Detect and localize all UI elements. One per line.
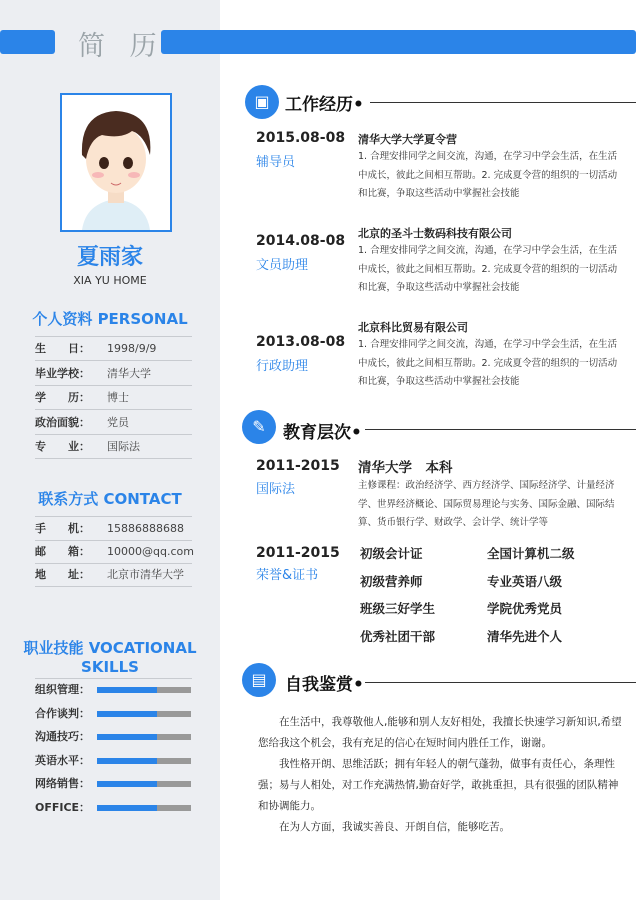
- row-value: 北京市清华大学: [107, 568, 184, 581]
- honors-date: 2011-2015: [256, 545, 340, 561]
- row-label: 毕业学校：: [35, 366, 90, 380]
- education-title: 教育层次•: [283, 423, 362, 443]
- row-value: 党员: [107, 415, 129, 429]
- skill-row: [35, 727, 195, 747]
- document-icon: ▤: [242, 663, 276, 697]
- skill-bar: [97, 781, 191, 787]
- skill-label: 合作谈判：: [35, 706, 90, 720]
- candidate-name: 夏雨家: [76, 245, 143, 270]
- honor-item: 清华先进个人: [487, 628, 563, 644]
- divider: [35, 678, 192, 679]
- skill-label: 英语水平：: [35, 753, 90, 767]
- skill-label: 组织管理：: [35, 683, 90, 696]
- header-bar-right: [161, 30, 636, 54]
- education-date: 2011-2015: [256, 458, 340, 474]
- skill-bar: [97, 805, 191, 811]
- work-date: 2014.08-08: [256, 233, 346, 249]
- work-date: 2013.08-08: [256, 334, 346, 350]
- skill-row: [35, 751, 195, 771]
- row-value: 15886888688: [107, 522, 184, 535]
- skill-row: [35, 798, 195, 818]
- honor-item: 优秀社团干部: [360, 628, 436, 644]
- row-value: 国际法: [107, 440, 140, 453]
- work-description: 1. 合理安排同学之间交流，沟通，在学习中学会生活，在生活中成长，彼此之间相互帮助。2. 完成夏令营的组织的一切活动和比赛，争取这些活动中掌握社会技能: [358, 151, 618, 199]
- skill-row: [35, 680, 195, 700]
- skill-bar: [97, 758, 191, 764]
- skill-bar: [97, 734, 191, 740]
- honor-item: 全国计算机二级: [487, 546, 575, 561]
- skill-bar: [97, 687, 191, 693]
- honor-item: 初级会计证: [360, 546, 423, 561]
- skill-bar-fill: [97, 758, 157, 764]
- divider: [370, 102, 636, 103]
- row-label: 邮 箱：: [35, 545, 90, 558]
- skills-title: 职业技能 VOCATIONAL SKILLS: [23, 639, 197, 676]
- honor-item: 学院优秀党员: [487, 601, 563, 616]
- personal-row: [35, 435, 192, 459]
- personal-row: [35, 411, 192, 435]
- honor-item: 班级三好学生: [360, 601, 436, 616]
- honor-item: 初级营养师: [360, 573, 423, 589]
- row-label: 政治面貌：: [35, 415, 90, 429]
- skill-bar-fill: [97, 711, 157, 717]
- row-label: 手 机：: [35, 522, 90, 535]
- work-company: 北京科比贸易有限公司: [358, 321, 468, 334]
- personal-title: 个人资料 PERSONAL: [32, 310, 188, 328]
- row-value: 1998/9/9: [107, 342, 157, 355]
- work-title: 工作经历•: [285, 95, 364, 115]
- skill-bar-fill: [97, 687, 157, 693]
- work-role: 辅导员: [256, 155, 296, 170]
- personal-row: [35, 386, 192, 410]
- row-value: 10000@qq.com: [107, 545, 194, 558]
- self-paragraph: 我性格开朗、思维活跃；拥有年轻人的朝气蓬勃，做事有责任心，条理性强；易与人相处，对工作充满热情,勤奋好学，敢挑重担，具有很强的团队精神和协调能力。: [258, 758, 619, 812]
- personal-row: [35, 362, 192, 386]
- row-label: 专 业：: [35, 440, 90, 453]
- row-label: 地 址：: [35, 568, 90, 581]
- honors-label: 荣誉&证书: [256, 568, 319, 583]
- skill-bar-fill: [97, 805, 157, 811]
- education-courses: 主修课程：政治经济学、西方经济学、国际经济学、计量经济学、世界经济概论、国际贸易理论与实务、国际金融、国际结算、货币银行学、财政学、会计学、统计学等: [358, 480, 615, 528]
- self-title: 自我鉴赏•: [285, 675, 364, 695]
- header-bar-left: [0, 30, 55, 54]
- work-description: 1. 合理安排同学之间交流，沟通，在学习中学会生活，在生活中成长，彼此之间相互帮助。2. 完成夏令营的组织的一切活动和比赛，争取这些活动中掌握社会技能: [358, 339, 618, 387]
- skill-bar-fill: [97, 734, 157, 740]
- document-title: 简 历: [78, 31, 165, 62]
- work-company: 清华大学大学夏令营: [358, 133, 457, 146]
- skill-bar-fill: [97, 781, 157, 787]
- education-major: 国际法: [256, 482, 296, 497]
- education-school: 清华大学 本科: [358, 460, 453, 476]
- skill-bar: [97, 711, 191, 717]
- honor-item: 专业英语八级: [487, 573, 563, 589]
- work-role: 行政助理: [256, 359, 309, 374]
- candidate-english-name: XIA YU HOME: [73, 274, 147, 287]
- self-paragraph: 在为人方面，我诚实善良、开朗自信，能够吃苦。: [279, 821, 510, 833]
- row-label: 学 历：: [35, 391, 90, 404]
- skill-label: 网络销售：: [35, 777, 90, 790]
- row-label: 生 日：: [35, 342, 90, 355]
- work-description: 1. 合理安排同学之间交流，沟通，在学习中学会生活，在生活中成长，彼此之间相互帮助。2. 完成夏令营的组织的一切活动和比赛，争取这些活动中掌握社会技能: [358, 245, 618, 293]
- divider: [365, 682, 636, 683]
- skill-row: [35, 704, 195, 724]
- work-role: 文员助理: [256, 258, 309, 273]
- work-date: 2015.08-08: [256, 130, 346, 146]
- contact-row: [35, 517, 192, 541]
- contact-row: [35, 563, 192, 587]
- avatar: [60, 93, 172, 232]
- edit-icon: ✎: [242, 410, 276, 444]
- work-company: 北京的圣斗士数码科技有限公司: [358, 227, 512, 240]
- contact-row: [35, 540, 192, 564]
- row-value: 清华大学: [107, 366, 151, 380]
- skill-label: 沟通技巧：: [35, 730, 90, 743]
- skill-row: [35, 774, 195, 794]
- work-icon: ▣: [245, 85, 279, 119]
- divider: [365, 429, 636, 430]
- personal-row: [35, 337, 192, 361]
- row-value: 博士: [107, 391, 129, 404]
- self-paragraph: 在生活中，我尊敬他人,能够和别人友好相处，我擅长快速学习新知识,希望您给我这个机会，我有充足的信心在短时间内胜任工作，谢谢。: [258, 716, 622, 749]
- self-evaluation: [258, 712, 626, 838]
- skill-label: OFFICE：: [35, 800, 91, 814]
- avatar-illustration: [62, 95, 170, 230]
- contact-title: 联系方式 CONTACT: [38, 490, 182, 508]
